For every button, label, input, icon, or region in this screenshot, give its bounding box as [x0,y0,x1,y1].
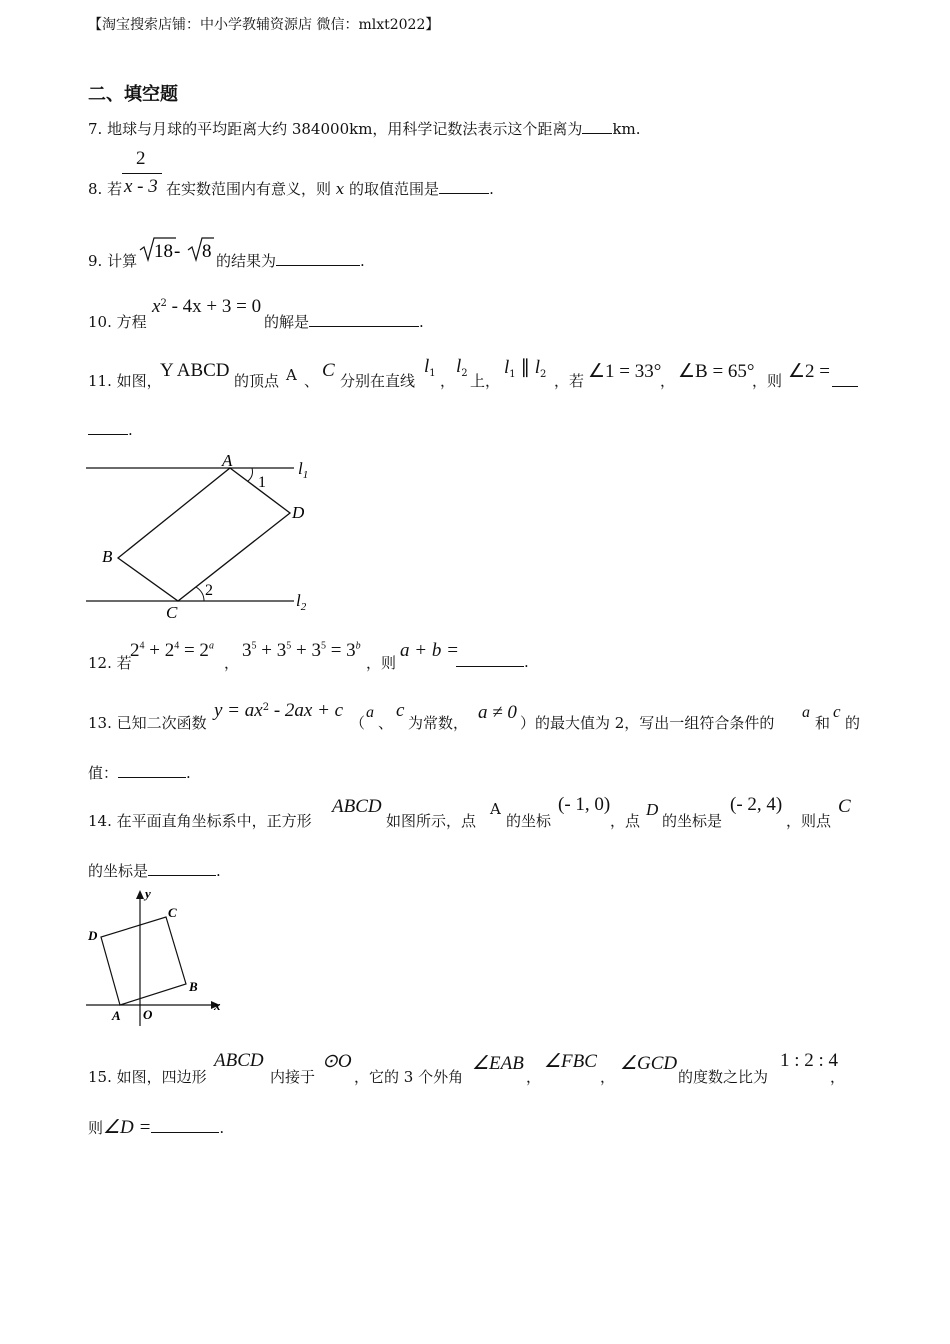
q9-minus: - [174,241,181,262]
q11-text-2: 分别在直线 [340,372,416,390]
q10-eq-exponent: 2 [160,298,167,309]
question-13-prefix: 13. 已知二次函数 [88,714,207,732]
q11-parallel-expr [504,356,546,380]
question-9-prefix: 9. 计算 [88,252,138,270]
q12-f3-base: 3 [311,640,321,661]
q9-answer-blank [276,251,360,266]
fig1-angle-2-arc [196,587,204,601]
figure-coordinate-square [84,884,230,1030]
q15-answer-blank [151,1118,219,1133]
q8-end: . [489,180,494,198]
q9-rest [216,250,365,271]
q14-answer-blank [148,861,216,876]
q7-text: 7. 地球与月球的平均距离大约 384000km，用科学记数法表示这个距离为 [88,120,583,138]
question-14-prefix: 14. 在平面直角坐标系中，正方形 [88,812,312,830]
q11-sep: 、 [304,372,320,390]
q15-line2-text: 则 [88,1119,104,1137]
q12-e1-exp: 4 [139,640,145,652]
q12-e1-base: 2 [130,640,140,661]
q12-expression-2 [242,640,361,662]
q11-l1-sub: 1 [429,368,436,379]
q15-circle: ⊙O [322,1051,352,1072]
q12-plus-2: + [261,640,272,661]
q10-eq-x: x [152,296,161,317]
q12-target-expr: a + b = [400,640,459,661]
q12-f2-exp: 5 [286,640,292,652]
q14-square: ABCD [332,796,382,817]
q14-point-a: A [490,800,501,818]
q15-ratio: 1 : 2 : 4 [780,1050,839,1071]
q11-l1-letter: l [424,356,430,377]
fig1-label-a: A [222,451,233,470]
q13-text-2: ）的最大值为 2，写出一组符合条件的 [520,714,775,732]
q11-point-c: C [322,360,335,381]
fig1-angle-1-label: 1 [258,474,266,491]
q15-angle-fbc: ∠FBC [544,1051,597,1072]
q12-e2-exp: 4 [174,640,180,652]
q12-rhs-exp: a [208,640,214,652]
question-15-prefix: 15. 如图，四边形 [88,1068,207,1086]
q11-angle-1: ∠1 = 33° [588,361,662,382]
fig1-l1-label [298,459,308,481]
fig1-angle-2-label: 2 [205,582,213,599]
q15-text-3: 的度数之比为 [678,1068,769,1086]
q14-text-3: ，点 [610,812,641,830]
q8-answer-blank [439,179,489,194]
q11-text-1: 的顶点 [234,372,280,390]
q8-post-text: 的取值范围是 [349,180,440,198]
q9-end: . [360,252,365,270]
q7-tail: km. [612,120,641,138]
q15-angle-eab: ∠EAB [472,1053,524,1074]
q11-par-l2-sub: 2 [540,369,547,380]
q14-line-2 [88,860,221,881]
q12-plus: + [149,640,160,661]
q14-text-2: 的坐标 [506,812,552,830]
q11-text-3: 上， [470,372,501,390]
q11-l2-sub: 2 [461,368,468,379]
q13-sep: 、 [378,714,394,732]
q14-coord-a: (- 1, 0) [558,794,611,815]
section-title: 二、填空题 [88,84,178,105]
fig2-label-b: B [189,979,198,994]
q12-then: ，则 [366,654,397,672]
q12-f3-exp: 5 [320,640,326,652]
q8-rest [166,178,494,199]
q11-angle-b: ∠B = 65° [678,361,755,382]
q12-eq2-rhs: = 3 [330,640,356,661]
q14-point-d: D [646,800,659,819]
q10-post-text: 的解是 [264,313,310,331]
q12-rhs2-exp: b [355,640,361,652]
q13-function [214,700,343,722]
question-11-prefix: 11. 如图， [88,372,162,390]
q8-fraction-numerator: 2 [136,148,146,169]
q12-sep: ， [224,654,240,672]
q11-angle-2: ∠2 = [788,361,830,382]
q8-mid-text: 在实数范围内有意义，则 [166,180,332,198]
q11-text-4: ，若 [554,372,585,390]
q15-comma-1: ， [526,1068,542,1086]
q15-text-1: 内接于 [270,1068,316,1086]
q14-text-5: ，则点 [786,812,832,830]
fig2-label-d: D [88,928,98,943]
q11-par-l1-sub: 1 [509,369,516,380]
question-12-prefix: 12. 若 [88,654,132,672]
q15-quad: ABCD [214,1050,264,1071]
q11-answer-blank-2 [88,420,128,435]
question-7 [88,118,641,139]
fig1-angle-1-arc [248,468,253,481]
q11-line-l1 [424,356,436,379]
question-10-prefix: 10. 方程 [88,313,147,331]
q13-line2-text: 值： [88,764,119,782]
figure-parallelogram [80,448,330,623]
q12-plus-3: + [295,640,307,661]
fig1-l2-sub: 2 [300,601,307,613]
q11-line-2 [88,420,133,439]
fig2-label-c: C [168,905,177,920]
q10-equation [152,296,261,318]
q11-par-l1: l [504,357,510,378]
question-8-prefix: 8. 若 [88,180,123,198]
q13-text-1: 为常数， [408,714,469,732]
q15-angle-gcd: ∠GCD [620,1053,678,1074]
q11-comma: ， [440,372,456,390]
q14-end: . [216,862,221,880]
q12-f1-exp: 5 [251,640,257,652]
q9-radicand-1: 18 [154,241,173,262]
q13-answer-blank [118,763,186,778]
q13-var-a: a [366,704,374,721]
q10-rest [264,311,424,332]
q14-point-c: C [838,796,851,817]
q13-and: 和 [815,714,831,732]
q13-func-exp: 2 [262,702,270,713]
q12-f2-base: 3 [276,640,287,661]
fig2-square [101,917,186,1005]
fig1-label-b: B [102,547,113,566]
q14-coord-d: (- 2, 4) [730,794,783,815]
q12-f1-base: 3 [242,640,252,661]
fig2-y-arrow [136,890,144,899]
fig1-label-d: D [292,503,305,522]
q11-line-l2 [456,356,468,379]
fig2-origin-label: O [143,1007,153,1022]
q13-end: . [186,764,191,782]
q11-end: . [128,421,133,439]
q15-line-2 [88,1116,224,1139]
fig1-l2-letter: l [296,591,301,610]
fig2-label-a: A [112,1008,121,1023]
q11-par-l2: l [534,357,540,378]
q13-condition: a ≠ 0 [478,702,517,723]
q12-eq-rhs: = 2 [183,640,209,661]
q12-answer [456,652,529,671]
q11-l2-letter: l [456,356,462,377]
q14-text-1: 如图所示，点 [386,812,477,830]
q11-text-5: ， [660,372,676,390]
q9-radicand-2: 8 [202,241,212,262]
q10-eq-rest: - 4x + 3 = 0 [171,296,262,317]
q12-expression-1 [130,640,214,662]
q8-variable: x [335,180,345,198]
q15-text-2: ，它的 3 个外角 [354,1068,464,1086]
q11-parallelogram: Y ABCD [160,360,230,381]
q9-radicals [138,234,216,264]
q15-angle-d: ∠D = [103,1117,152,1138]
fig1-label-c: C [166,603,178,622]
q10-end: . [419,313,424,331]
header-banner: 【淘宝搜索店铺：中小学教辅资源店 微信：mlxt2022】 [88,17,440,33]
q12-answer-blank [456,652,524,667]
q8-fraction-denominator: x - 3 [124,176,158,197]
q15-end: . [219,1119,225,1137]
fig1-l1-letter: l [298,459,303,478]
q15-text-4: ， [830,1068,846,1086]
q13-paren-open: （ [350,714,366,732]
q10-answer-blank [309,312,419,327]
q13-var-a-2: a [802,704,810,721]
fig1-l2-label [296,591,307,613]
fig1-l1-sub: 1 [302,469,309,481]
q7-answer-blank [582,119,612,134]
q13-func-a: y = ax [214,700,263,721]
q13-var-c: c [396,700,405,721]
q11-answer-blank-1 [832,370,858,387]
q13-line-2 [88,762,191,783]
q12-e2-base: 2 [164,640,175,661]
q9-post-text: 的结果为 [216,252,277,270]
q14-text-4: 的坐标是 [662,812,723,830]
q13-text-3: 的 [845,714,861,732]
q11-point-a: A [286,366,297,384]
fig2-x-label: x [214,998,221,1013]
fig2-y-label: y [145,886,151,901]
q13-var-c-2: c [833,702,841,721]
q14-line2-text: 的坐标是 [88,862,149,880]
q11-text-6: ，则 [752,372,783,390]
q13-func-b: - 2ax + c [273,700,344,721]
q12-end: . [524,653,529,671]
q11-par-symbol: ∥ [520,357,530,378]
q15-comma-2: ， [600,1068,616,1086]
q8-fraction-bar [122,173,162,174]
